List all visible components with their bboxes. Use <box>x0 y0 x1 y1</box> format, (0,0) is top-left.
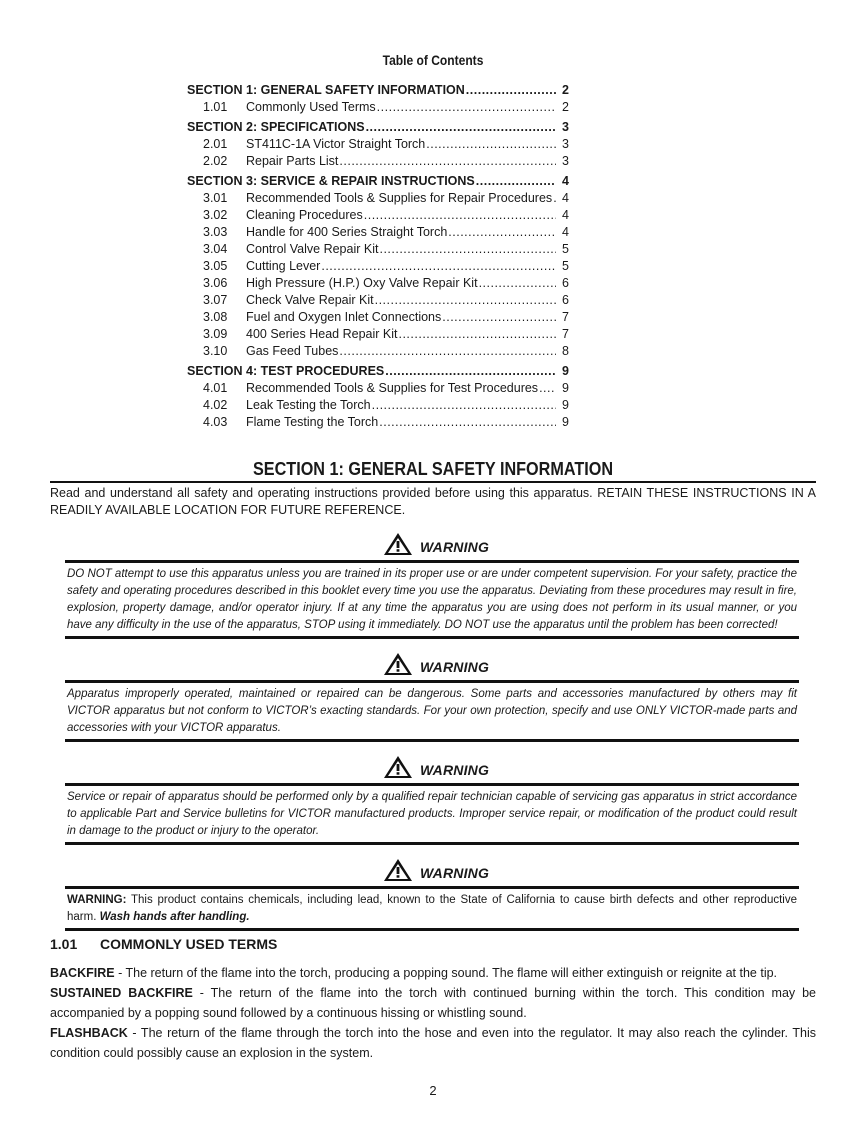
toc-entry-title: Repair Parts List <box>246 154 339 168</box>
toc-entry-page: 4 <box>562 208 569 222</box>
warning-rule <box>65 928 799 931</box>
toc-leader-dots <box>553 191 556 205</box>
subsection-heading <box>50 936 277 952</box>
toc-entry[interactable] <box>187 137 569 154</box>
toc-entry-page: 4 <box>562 174 569 188</box>
toc-entry[interactable] <box>187 361 569 381</box>
page-number: 2 <box>429 1083 437 1098</box>
toc-leader-dots <box>442 310 556 324</box>
toc-leader-dots <box>364 208 556 222</box>
warning-header <box>65 532 799 560</box>
warning-text: Apparatus improperly operated, maintained or repaired can be dangerous. Some parts and accessories manufactured by others may fit VICTOR apparatus but not conform to VICTOR’s exacting standards. For your own protection, specify and use ONLY VICTOR-made parts and accessories with your VICTOR apparatus. <box>67 688 797 734</box>
term-entry <box>50 963 816 983</box>
toc-entry[interactable] <box>187 154 569 171</box>
warning-rule <box>65 739 799 742</box>
subsection-title: COMMONLY USED TERMS <box>100 936 278 952</box>
warning-label: WARNING <box>420 659 490 675</box>
warning-text: DO NOT attempt to use this apparatus unless you are trained in its proper use or are under competent supervision. For your safety, practice the safety and operating procedures described in this booklet every time you use the apparatus. Deviating from these procedures may result in fire, explosion, property damage, and/or operator injury. If at any time the apparatus you are using does not perform in its usual manner, or you have any difficulty in the use of the apparatus, STOP using it immediately. DO NOT use the apparatus until the problem has been corrected! <box>67 568 797 631</box>
toc-entry-number: 1.01 <box>203 100 228 114</box>
toc-leader-dots <box>321 259 556 273</box>
toc-entry[interactable] <box>187 398 569 415</box>
toc-entry[interactable] <box>187 225 569 242</box>
warning-label: WARNING <box>420 762 490 778</box>
toc-leader-dots <box>372 398 556 412</box>
subsection-number: 1.01 <box>50 936 78 952</box>
warning-box <box>65 532 799 639</box>
toc-entry[interactable] <box>187 344 569 361</box>
toc-leader-dots <box>375 293 556 307</box>
warning-box <box>65 652 799 742</box>
warning-rule <box>65 842 799 845</box>
toc-entry-number: 3.03 <box>203 225 228 239</box>
term-definition: - The return of the flame into the torch, producing a popping sound. The flame will either extinguish or reignite at the tip. <box>114 966 778 980</box>
toc-leader-dots <box>398 327 556 341</box>
toc-entry-page: 9 <box>562 381 569 395</box>
toc-entry-number: 4.01 <box>203 381 228 395</box>
table-of-contents <box>187 80 569 432</box>
toc-entry-title: Flame Testing the Torch <box>246 415 379 429</box>
toc-leader-dots <box>448 225 556 239</box>
toc-entry[interactable] <box>187 381 569 398</box>
toc-leader-dots <box>479 276 556 290</box>
toc-entry-title: Check Valve Repair Kit <box>246 293 374 307</box>
warning-triangle-icon <box>383 652 413 676</box>
term-name: SUSTAINED BACKFIRE <box>50 986 193 1000</box>
warning-header <box>65 755 799 783</box>
toc-leader-dots <box>426 137 556 151</box>
toc-entry-page: 7 <box>562 327 569 341</box>
toc-entry-number: 3.01 <box>203 191 228 205</box>
toc-entry-page: 9 <box>562 398 569 412</box>
toc-entry-title: Cutting Lever <box>246 259 321 273</box>
toc-entry-number: 3.04 <box>203 242 228 256</box>
toc-entry-title: High Pressure (H.P.) Oxy Valve Repair Kit <box>246 276 478 290</box>
toc-entry-title: ST411C-1A Victor Straight Torch <box>246 137 426 151</box>
toc-entry-title: Fuel and Oxygen Inlet Connections <box>246 310 442 324</box>
section-heading-text: SECTION 1: GENERAL SAFETY INFORMATION <box>252 459 614 479</box>
toc-entry-title: Gas Feed Tubes <box>246 344 339 358</box>
toc-leader-dots <box>466 83 556 97</box>
toc-leader-dots <box>339 344 556 358</box>
warning-triangle-icon <box>383 858 413 882</box>
toc-entry-page: 4 <box>562 225 569 239</box>
warning-triangle-icon <box>383 532 413 556</box>
toc-entry-page: 2 <box>562 83 569 97</box>
toc-entry-page: 6 <box>562 293 569 307</box>
toc-entry-number: 3.09 <box>203 327 228 341</box>
warning-header <box>65 652 799 680</box>
toc-entry[interactable] <box>187 327 569 344</box>
toc-title: Table of Contents <box>382 52 484 68</box>
toc-entry[interactable] <box>187 117 569 137</box>
toc-leader-dots <box>377 100 556 114</box>
warning-body-text: This product contains chemicals, including lead, known to the State of California to cause birth defects and other reproductive harm. <box>67 894 797 923</box>
term-entry <box>50 983 816 1023</box>
toc-entry-page: 5 <box>562 242 569 256</box>
warning-rule <box>65 636 799 639</box>
term-name: BACKFIRE <box>50 966 115 980</box>
toc-entry-page: 6 <box>562 276 569 290</box>
toc-entry-number: 2.02 <box>203 154 228 168</box>
toc-entry-number: 3.02 <box>203 208 228 222</box>
toc-entry[interactable] <box>187 191 569 208</box>
toc-leader-dots <box>476 174 556 188</box>
section-divider <box>50 481 816 483</box>
toc-entry[interactable] <box>187 310 569 327</box>
toc-leader-dots <box>366 120 556 134</box>
toc-entry[interactable] <box>187 415 569 432</box>
toc-entry-page: 8 <box>562 344 569 358</box>
toc-entry[interactable] <box>187 208 569 225</box>
intro-paragraph: Read and understand all safety and operating instructions provided before using this apparatus. RETAIN THESE INSTRUCTIONS IN A READILY AVAILABLE LOCATION FOR FUTURE REFERENCE. <box>50 486 816 517</box>
toc-entry-page: 9 <box>562 415 569 429</box>
warning-label: WARNING <box>420 539 490 555</box>
toc-entry-title: SECTION 4: TEST PROCEDURES <box>187 364 385 378</box>
toc-entry[interactable] <box>187 80 569 100</box>
toc-entry-title: SECTION 3: SERVICE & REPAIR INSTRUCTIONS <box>187 174 475 188</box>
warning-text: Service or repair of apparatus should be performed only by a qualified repair technician capable of servicing gas apparatus in strict accordance to applicable Part and Service bulletins for VICTOR manufactured products. Improper service repair, or modification of the product could result in damage to the product or injury to the operator. <box>67 791 797 837</box>
warning-triangle-icon <box>383 755 413 779</box>
toc-entry[interactable] <box>187 100 569 117</box>
toc-entry-page: 4 <box>562 191 569 205</box>
toc-entry[interactable] <box>187 259 569 276</box>
toc-entry-page: 3 <box>562 137 569 151</box>
toc-leader-dots <box>385 364 556 378</box>
section-heading <box>0 459 866 480</box>
toc-entry-title: 400 Series Head Repair Kit <box>246 327 398 341</box>
toc-entry-number: 3.07 <box>203 293 228 307</box>
toc-entry-title: Commonly Used Terms <box>246 100 376 114</box>
warning-lead: WARNING: <box>67 894 127 906</box>
toc-entry-title: Recommended Tools & Supplies for Test Procedures <box>246 381 539 395</box>
toc-entry-page: 3 <box>562 154 569 168</box>
toc-entry-number: 4.03 <box>203 415 228 429</box>
toc-leader-dots <box>539 381 556 395</box>
toc-entry-title: SECTION 1: GENERAL SAFETY INFORMATION <box>187 83 465 97</box>
toc-entry-title: Handle for 400 Series Straight Torch <box>246 225 448 239</box>
toc-entry-number: 3.08 <box>203 310 228 324</box>
toc-leader-dots <box>339 154 556 168</box>
toc-entry-page: 2 <box>562 100 569 114</box>
toc-leader-dots <box>379 415 556 429</box>
toc-entry-title: SECTION 2: SPECIFICATIONS <box>187 120 365 134</box>
toc-entry-page: 5 <box>562 259 569 273</box>
toc-entry-page: 9 <box>562 364 569 378</box>
toc-entry-title: Recommended Tools & Supplies for Repair Procedures <box>246 191 553 205</box>
term-definition: - The return of the flame through the torch into the hose and even into the regulator. It may also reach the cylinder. This condition could possibly cause an explosion in the system. <box>50 1026 816 1060</box>
toc-entry-page: 7 <box>562 310 569 324</box>
toc-entry-number: 4.02 <box>203 398 228 412</box>
term-entry <box>50 1023 816 1063</box>
toc-entry-title: Control Valve Repair Kit <box>246 242 379 256</box>
warning-box <box>65 755 799 845</box>
toc-entry-number: 3.05 <box>203 259 228 273</box>
toc-entry-number: 3.06 <box>203 276 228 290</box>
term-name: FLASHBACK <box>50 1026 128 1040</box>
toc-entry-title: Cleaning Procedures <box>246 208 363 222</box>
toc-entry-title: Leak Testing the Torch <box>246 398 371 412</box>
toc-entry-number: 3.10 <box>203 344 228 358</box>
warning-box <box>65 858 799 931</box>
toc-leader-dots <box>379 242 556 256</box>
toc-entry[interactable] <box>187 276 569 293</box>
warning-tail: Wash hands after handling. <box>99 911 250 923</box>
warning-header <box>65 858 799 886</box>
warning-label: WARNING <box>420 865 490 881</box>
term-definition: - The return of the flame into the torch with continued burning within the torch. This condition may be accompanied by a popping sound followed by a continuous hissing or whistling sound. <box>50 986 817 1020</box>
terms-list <box>50 963 816 1063</box>
toc-entry[interactable] <box>187 293 569 310</box>
toc-entry[interactable] <box>187 171 569 191</box>
toc-entry-page: 3 <box>562 120 569 134</box>
toc-entry-number: 2.01 <box>203 137 228 151</box>
warning-text <box>65 889 799 928</box>
toc-entry[interactable] <box>187 242 569 259</box>
